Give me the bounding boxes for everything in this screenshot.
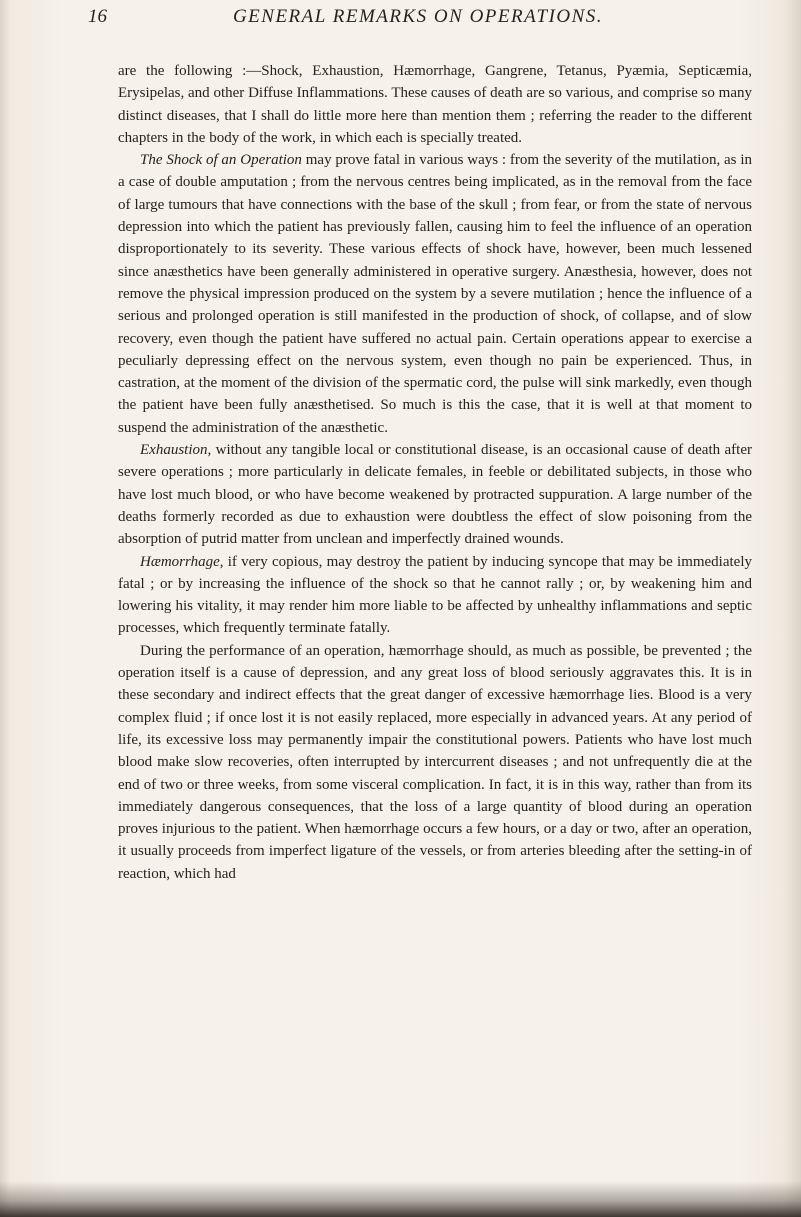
page-bottom-edge — [0, 1181, 801, 1217]
running-title: GENERAL REMARKS ON OPERATIONS. — [232, 6, 604, 27]
page-gutter-shadow — [0, 0, 10, 1217]
page-number: 16 — [88, 6, 107, 27]
paragraph-causes-of-death — [118, 60, 752, 149]
running-head — [88, 6, 748, 36]
paragraph-shock — [118, 149, 752, 439]
paragraph-exhaustion — [118, 439, 752, 550]
paragraph-operation-haemorrhage — [118, 640, 752, 885]
term-shock: The Shock of an Operation — [140, 152, 302, 169]
paragraph-text: During the performance of an operation, hæmorrhage should, as much as possible, be prevented ; the operation itself is a cause of depression, and any great loss of blood seriously aggravates this. It is in these secondary and indirect effects that the great danger of excessive hæmorrhage lies. Blood is a very complex fluid ; if once lost it is not easily replaced, more especially in advanced years. At any period of life, its excessive loss may permanently impair the constitutional powers. Patients who have lost much blood make slow recoveries, often interrupted by intercurrent diseases ; and not unfrequently die at the end of two or three weeks, from some visceral complication. In fact, it is in this way, rather than from its immediately dangerous consequences, that the loss of a large quantity of blood during an operation proves injurious to the patient. When hæmorrhage occurs a few hours, or a day or two, after an operation, it usually proceeds from imperfect ligature of the vessels, or from arteries bleeding after the setting-in of reaction, which had — [118, 642, 752, 882]
term-exhaustion: Exhaustion, — [140, 442, 212, 459]
term-haemorrhage: Hæmorrhage, — [140, 553, 224, 570]
paragraph-text: may prove fatal in various ways : from the severity of the mutilation, as in a case of double amputation ; from the nervous centres being implicated, as in the removal from the face of large tumours that have connections with the base of the skull ; from fear, or from the state of nervous depression into which the patient has previously fallen, causing him to feel the influence of an operation disproportionately to its severity. These various effects of shock have, however, been much lessened since anæsthetics have been generally administered in operative surgery. Anæsthesia, however, does not remove the physical impression produced on the system by a severe mutilation ; hence the influence of a serious and prolonged operation is still manifested in the production of shock, of collapse, and of slow recovery, even though the patient have suffered no actual pain. Certain operations appear to exercise a peculiarly depressing effect on the nervous system, even though no pain be experienced. Thus, in castration, at the moment of the division of the spermatic cord, the pulse will sink markedly, even though the patient have been fully anæsthetised. So much is this the case, that it is well at that moment to suspend the administration of the anæsthetic. — [118, 152, 752, 436]
paragraph-text: without any tangible local or constitutional disease, is an occasional cause of death after severe operations ; more particularly in delicate females, in feeble or debilitated subjects, in those who have lost much blood, or who have become weakened by protracted suppuration. A large number of the deaths formerly recorded as due to exhaustion were doubtless the effect of slow poisoning from the absorption of putrid matter from unclean and imperfectly drained wounds. — [118, 442, 752, 548]
paragraph-text: if very copious, may destroy the patient by inducing syncope that may be immediately fatal ; or by increasing the influence of the shock so that he cannot rally ; or, by weakening him and lowering his vitality, it may render him more liable to be affected by unhealthy inflammations and septic processes, which frequently terminate fatally. — [118, 553, 752, 637]
paragraph-haemorrhage — [118, 551, 752, 640]
body-text — [118, 60, 752, 885]
paragraph-text: are the following :—Shock, Exhaustion, Hæmorrhage, Gangrene, Tetanus, Pyæmia, Septicæmia, Erysipelas, and other Diffuse Inflammations. These causes of death are so various, and comprise so many distinct diseases, that I shall do little more here than mention them ; referring the reader to the different chapters in the body of the work, in which each is specially treated. — [118, 63, 752, 146]
